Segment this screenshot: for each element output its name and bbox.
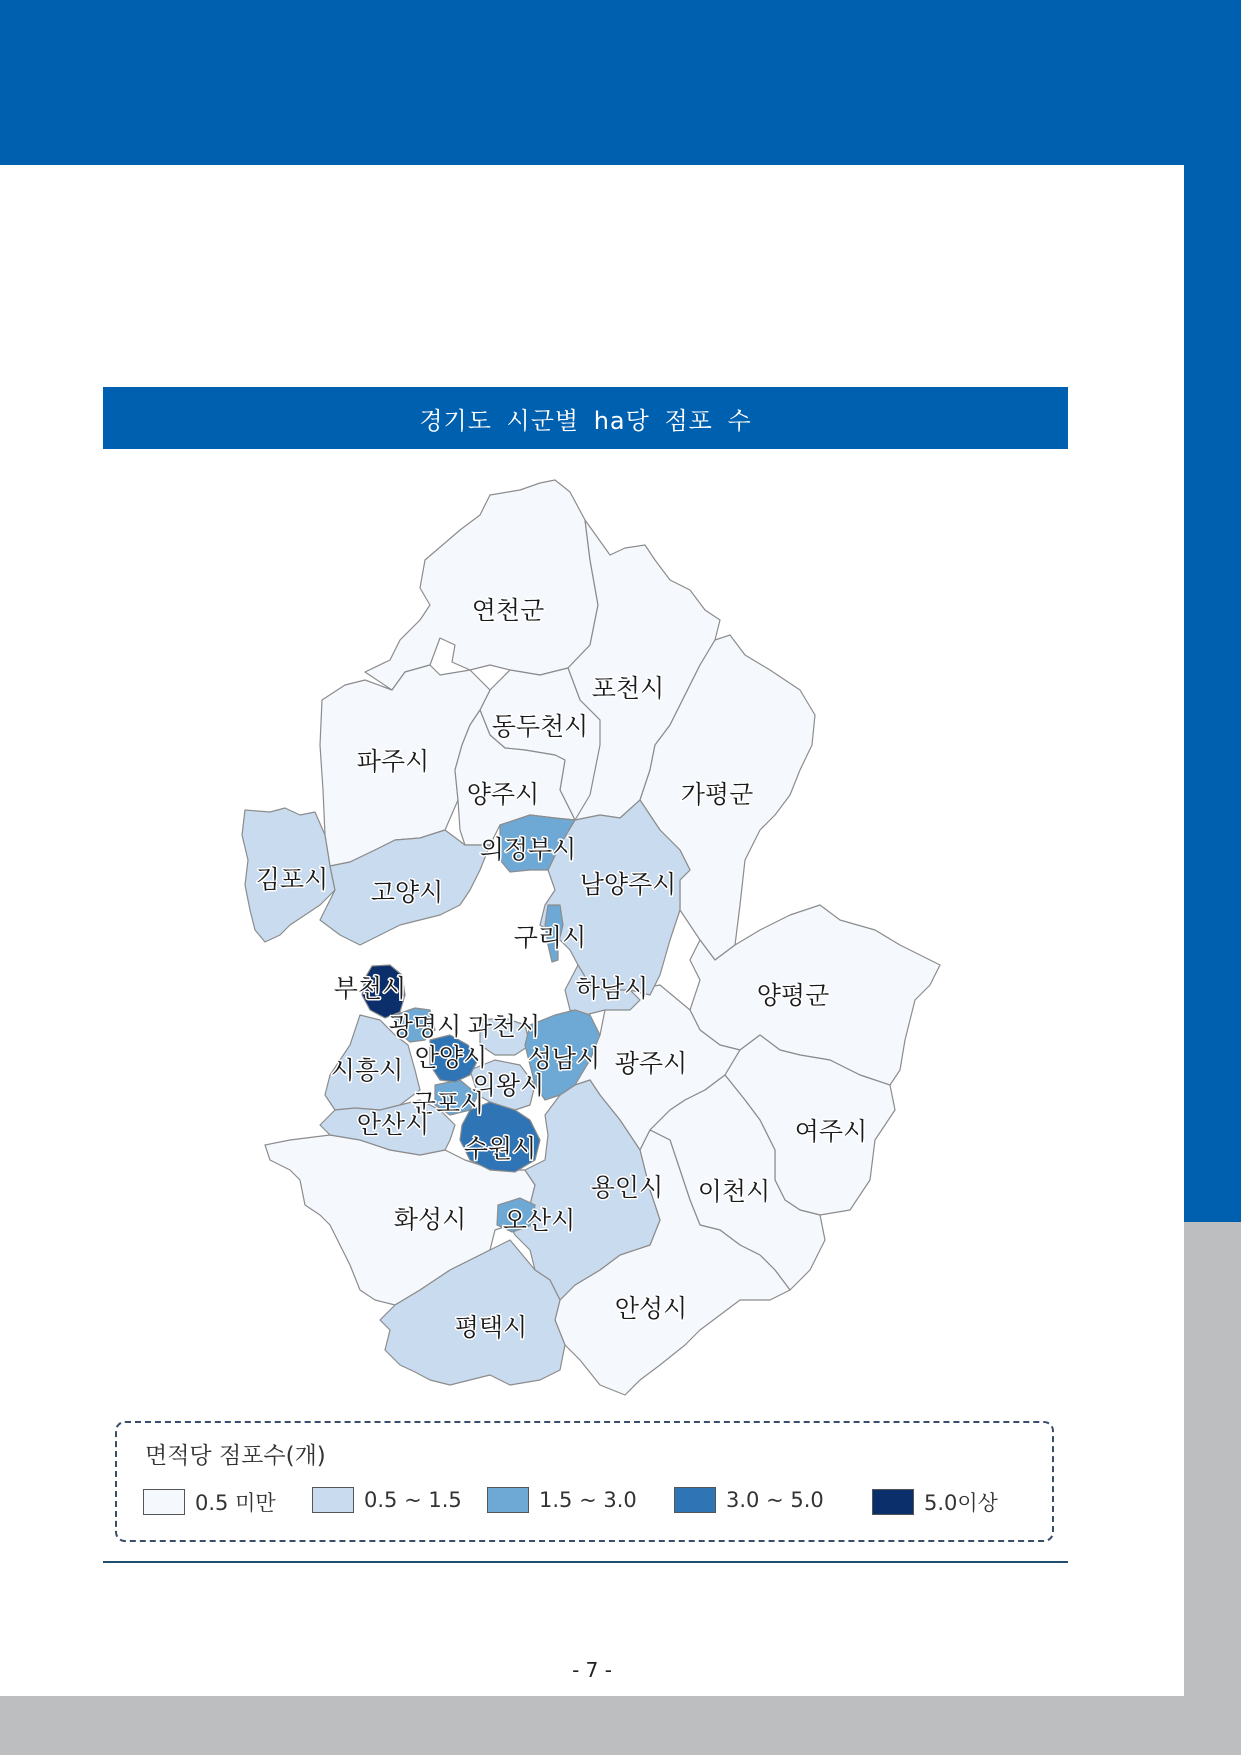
label-goyang: 고양시 xyxy=(370,878,444,907)
divider xyxy=(103,1561,1068,1563)
label-uiwang: 의왕시 xyxy=(471,1071,545,1100)
legend-label: 0.5 ~ 1.5 xyxy=(364,1488,462,1512)
legend-swatch xyxy=(487,1487,529,1513)
label-gwangmyeong: 광명시 xyxy=(388,1012,462,1041)
label-anyang: 안양시 xyxy=(414,1043,488,1072)
label-seongnam: 성남시 xyxy=(527,1044,601,1073)
region-yeoncheon xyxy=(365,480,598,690)
page-number: - 7 - xyxy=(572,1658,612,1682)
label-yeoju: 여주시 xyxy=(794,1117,868,1146)
label-gwacheon: 과천시 xyxy=(467,1012,541,1041)
label-namyangju: 남양주시 xyxy=(579,870,677,899)
legend-item-gte-5-0 xyxy=(872,1487,998,1517)
label-pocheon: 포천시 xyxy=(591,674,665,703)
label-osan: 오산시 xyxy=(502,1206,576,1235)
legend-swatch xyxy=(674,1487,716,1513)
legend-swatch xyxy=(872,1489,914,1515)
legend-swatch xyxy=(312,1487,354,1513)
label-gapyeong: 가평군 xyxy=(680,780,754,809)
label-pyeongtaek: 평택시 xyxy=(454,1313,528,1342)
label-yeoncheon: 연천군 xyxy=(471,596,545,625)
label-yongin: 용인시 xyxy=(590,1173,664,1202)
legend-item-0-5-1-5 xyxy=(312,1487,462,1513)
label-hanam: 하남시 xyxy=(575,974,649,1003)
label-bucheon: 부천시 xyxy=(333,974,407,1003)
label-hwaseong: 화성시 xyxy=(393,1205,467,1234)
label-suwon: 수원시 xyxy=(463,1134,537,1163)
label-anseong: 안성시 xyxy=(614,1294,688,1323)
legend-label: 1.5 ~ 3.0 xyxy=(539,1488,637,1512)
label-yangju: 양주시 xyxy=(466,780,540,809)
map-title: 경기도 시군별 ha당 점포 수 xyxy=(103,387,1068,449)
legend-swatch xyxy=(143,1489,185,1515)
legend-item-lt-0-5 xyxy=(143,1487,276,1517)
label-gwangju: 광주시 xyxy=(614,1049,688,1078)
label-guri: 구리시 xyxy=(513,923,587,952)
map-legend xyxy=(115,1421,1054,1542)
label-paju: 파주시 xyxy=(356,747,430,776)
legend-item-1-5-3-0 xyxy=(487,1487,637,1513)
label-gunpo: 군포시 xyxy=(411,1089,485,1118)
legend-item-3-0-5-0 xyxy=(674,1487,824,1513)
label-dongducheon: 동두천시 xyxy=(491,712,589,741)
label-yangpyeong: 양평군 xyxy=(756,981,830,1010)
legend-label: 3.0 ~ 5.0 xyxy=(726,1488,824,1512)
label-ansan: 안산시 xyxy=(356,1110,430,1139)
label-uijeongbu: 의정부시 xyxy=(479,835,577,864)
label-icheon: 이천시 xyxy=(697,1177,771,1206)
legend-label: 0.5 미만 xyxy=(195,1491,276,1515)
legend-label: 5.0이상 xyxy=(924,1491,998,1515)
label-gimpo: 김포시 xyxy=(255,865,329,894)
legend-title: 면적당 점포수(개) xyxy=(145,1443,326,1469)
label-siheung: 시흥시 xyxy=(330,1056,404,1085)
